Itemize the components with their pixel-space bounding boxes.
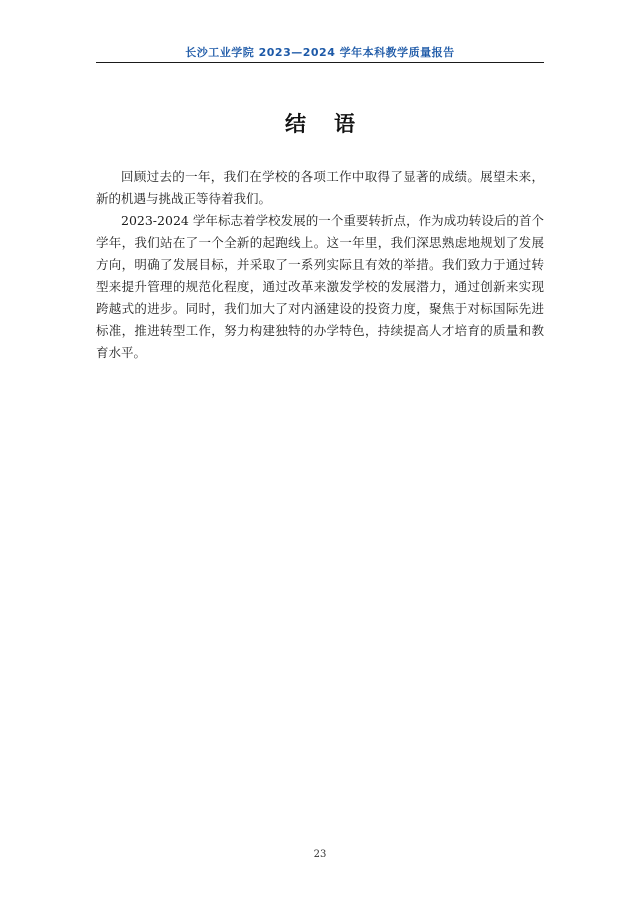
section-title: 结语 bbox=[285, 112, 383, 136]
running-header: 长沙工业学院 2023—2024 学年本科教学质量报告 bbox=[185, 46, 455, 59]
paragraph-1: 回顾过去的一年，我们在学校的各项工作中取得了显著的成绩。展望未来，新的机遇与挑战正等待着我们。 bbox=[96, 169, 544, 206]
paragraph-2: 2023-2024 学年标志着学校发展的一个重要转折点，作为成功转设后的首个学年，我们站在了一个全新的起跑线上。这一年里，我们深思熟虑地规划了发展方向，明确了发展目标，并采取了一系列实际且有效的举措。我们致力于通过转型来提升管理的规范化程度，通过改革来激发学校的发展潜力，通过创新来实现跨越式的进步。同时，我们加大了对内涵建设的投资力度，聚焦于对标国际先进标准，推进转型工作，努力构建独特的办学特色，持续提高人才培育的质量和教育水平。 bbox=[96, 213, 544, 360]
page-number: 23 bbox=[313, 849, 327, 860]
header-rule bbox=[96, 62, 544, 63]
body-text bbox=[96, 166, 544, 364]
